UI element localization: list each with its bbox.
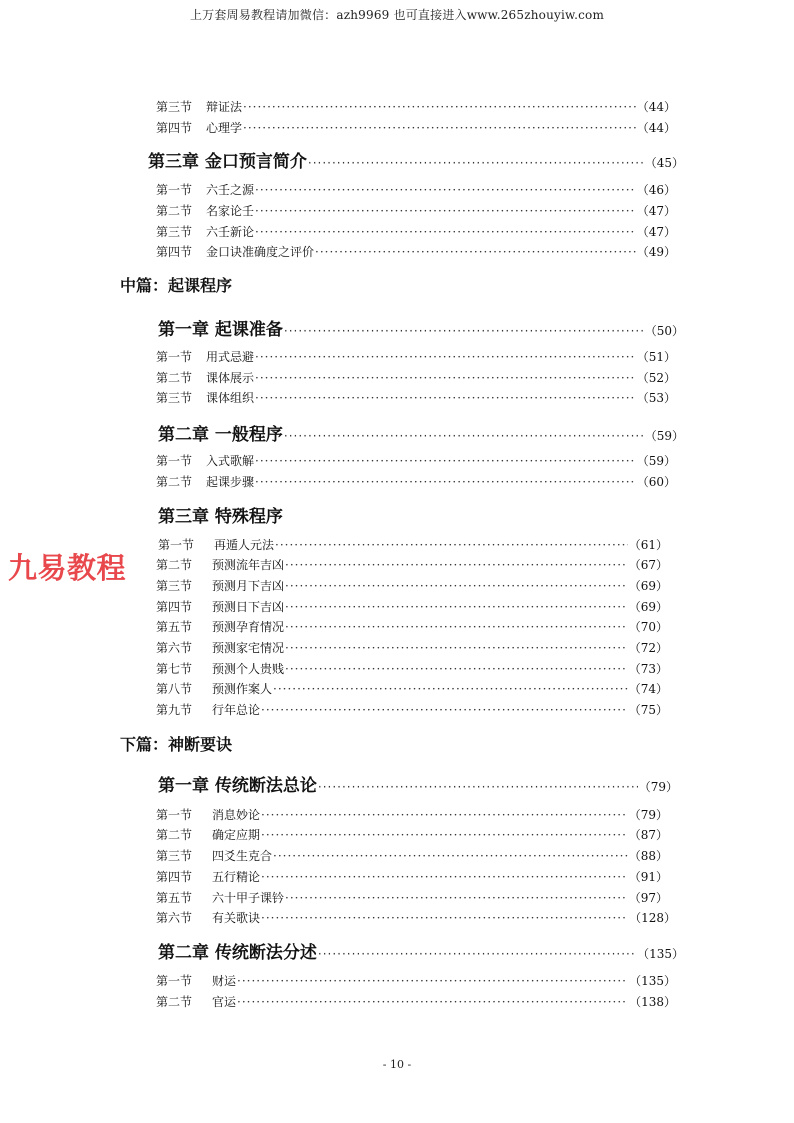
toc-entry[interactable] xyxy=(156,618,668,636)
section-number: 第二节 xyxy=(156,995,193,1009)
dot-leader xyxy=(237,995,628,1009)
section-title: 预测作案人 xyxy=(212,682,273,696)
chapter-title: 第一章 起课准备 xyxy=(158,320,283,339)
dot-leader xyxy=(285,641,628,655)
toc-entry[interactable] xyxy=(156,452,676,470)
section-number: 第一节 xyxy=(156,808,193,822)
watermark-logo: 九易教程 xyxy=(8,551,127,585)
dot-leader xyxy=(255,225,636,239)
toc-entry[interactable] xyxy=(156,577,668,595)
dot-leader xyxy=(318,947,636,961)
section-title: 名家论壬 xyxy=(206,204,255,218)
chapter-title: 第二章 传统断法分述 xyxy=(158,943,317,962)
section-title: 课体展示 xyxy=(206,371,255,385)
toc-entry[interactable] xyxy=(156,909,676,927)
dot-leader xyxy=(261,911,628,925)
page-ref: （46） xyxy=(636,183,676,197)
page-ref: （87） xyxy=(628,828,668,842)
toc-entry[interactable] xyxy=(156,119,676,137)
section-number: 第一节 xyxy=(158,538,195,552)
section-title: 六壬之源 xyxy=(206,183,255,197)
toc-entry[interactable] xyxy=(156,993,676,1011)
toc-chapter[interactable] xyxy=(158,420,684,444)
toc-entry[interactable] xyxy=(156,847,668,865)
section-title: 确定应期 xyxy=(212,828,261,842)
page-ref: （60） xyxy=(636,475,676,489)
section-number: 第五节 xyxy=(156,891,193,905)
dot-leader xyxy=(315,245,636,259)
part-heading-middle[interactable]: 中篇：起课程序 xyxy=(120,276,233,295)
section-number: 第三节 xyxy=(156,849,193,863)
toc-entry[interactable] xyxy=(156,680,668,698)
page-ref: （88） xyxy=(628,849,668,863)
section-title: 预测家宅情况 xyxy=(212,641,285,655)
page-ref: （79） xyxy=(638,780,678,794)
section-title: 心理学 xyxy=(206,121,243,135)
page-ref: （72） xyxy=(628,641,668,655)
page-ref: （73） xyxy=(628,662,668,676)
section-number: 第二节 xyxy=(156,371,193,385)
toc-entry[interactable] xyxy=(156,660,668,678)
section-title: 财运 xyxy=(212,974,237,988)
section-number: 第五节 xyxy=(156,620,193,634)
toc-chapter[interactable] xyxy=(158,938,684,962)
section-number: 第一节 xyxy=(156,183,193,197)
dot-leader xyxy=(284,429,644,443)
dot-leader xyxy=(273,682,628,696)
section-number: 第二节 xyxy=(156,204,193,218)
dot-leader xyxy=(308,156,644,170)
toc-entry[interactable] xyxy=(156,223,676,241)
section-number: 第一节 xyxy=(156,974,193,988)
dot-leader xyxy=(261,808,628,822)
dot-leader xyxy=(318,780,638,794)
dot-leader xyxy=(243,100,636,114)
dot-leader xyxy=(285,620,628,634)
section-title: 行年总论 xyxy=(212,703,261,717)
section-number: 第八节 xyxy=(156,682,193,696)
section-number: 第四节 xyxy=(156,870,193,884)
toc-entry[interactable] xyxy=(156,243,676,261)
page-ref: （97） xyxy=(628,891,668,905)
section-number: 第一节 xyxy=(156,454,193,468)
toc-entry[interactable] xyxy=(158,536,668,554)
section-title: 四爻生克合 xyxy=(212,849,273,863)
dot-leader xyxy=(273,849,628,863)
page-ref: （49） xyxy=(636,245,676,259)
section-number: 第一节 xyxy=(156,350,193,364)
section-number: 第四节 xyxy=(156,121,193,135)
section-title: 入式歌解 xyxy=(206,454,255,468)
toc-entry[interactable] xyxy=(156,369,676,387)
dot-leader xyxy=(261,870,628,884)
section-title: 预测月下吉凶 xyxy=(212,579,285,593)
dot-leader xyxy=(255,454,636,468)
dot-leader xyxy=(255,350,636,364)
toc-entry[interactable] xyxy=(156,972,676,990)
section-title: 官运 xyxy=(212,995,237,1009)
part-heading-lower[interactable]: 下篇：神断要诀 xyxy=(120,735,233,754)
page-ref: （79） xyxy=(628,808,668,822)
section-number: 第九节 xyxy=(156,703,193,717)
toc-entry[interactable] xyxy=(156,556,668,574)
toc-entry[interactable] xyxy=(156,826,668,844)
page-ref: （52） xyxy=(636,371,676,385)
toc-entry[interactable] xyxy=(156,473,676,491)
chapter-title: 第一章 传统断法总论 xyxy=(158,776,317,795)
toc-chapter[interactable] xyxy=(158,315,684,339)
toc-entry[interactable] xyxy=(156,868,668,886)
section-title: 再遁人元法 xyxy=(214,538,275,552)
section-title: 用式忌避 xyxy=(206,350,255,364)
section-title: 预测孕育情况 xyxy=(212,620,285,634)
section-number: 第二节 xyxy=(156,828,193,842)
section-title: 预测个人贵贱 xyxy=(212,662,285,676)
dot-leader xyxy=(255,204,636,218)
chapter-title: 第二章 一般程序 xyxy=(158,425,283,444)
toc-chapter[interactable] xyxy=(148,147,684,171)
page-ref: （44） xyxy=(636,100,676,114)
page-ref: （135） xyxy=(637,947,684,961)
toc-entry[interactable] xyxy=(156,348,676,366)
page-ref: （128） xyxy=(629,911,676,925)
page-ref: （47） xyxy=(636,225,676,239)
section-number: 第二节 xyxy=(156,475,193,489)
section-number: 第四节 xyxy=(156,600,193,614)
toc-entry[interactable] xyxy=(156,701,668,719)
section-title: 预测流年吉凶 xyxy=(212,558,285,572)
toc-entry[interactable] xyxy=(156,889,668,907)
section-number: 第三节 xyxy=(156,225,193,239)
dot-leader xyxy=(243,121,636,135)
toc-chapter[interactable] xyxy=(158,771,678,795)
page-header: 上万套周易教程请加微信：azh9969 也可直接进入www.265zhouyiw.com xyxy=(189,8,605,22)
dot-leader xyxy=(237,974,628,988)
section-title: 课体组织 xyxy=(206,391,255,405)
section-title: 预测日下吉凶 xyxy=(212,600,285,614)
section-number: 第二节 xyxy=(156,558,193,572)
toc-entry[interactable] xyxy=(156,389,676,407)
page-ref: （70） xyxy=(628,620,668,634)
page-ref: （75） xyxy=(628,703,668,717)
toc-entry[interactable] xyxy=(156,639,668,657)
section-title: 六十甲子课钤 xyxy=(212,891,285,905)
section-number: 第六节 xyxy=(156,641,193,655)
section-title: 有关歌诀 xyxy=(212,911,261,925)
page-ref: （61） xyxy=(628,538,668,552)
section-title: 六壬新论 xyxy=(206,225,255,239)
dot-leader xyxy=(261,703,628,717)
page-ref: （135） xyxy=(629,974,676,988)
section-title: 起课步骤 xyxy=(206,475,255,489)
page-number: - 10 - xyxy=(382,1058,412,1071)
dot-leader xyxy=(255,371,636,385)
dot-leader xyxy=(255,475,636,489)
section-number: 第四节 xyxy=(156,245,193,259)
dot-leader xyxy=(255,183,636,197)
toc-entry[interactable] xyxy=(156,598,668,616)
section-title: 辩证法 xyxy=(206,100,243,114)
dot-leader xyxy=(255,391,636,405)
dot-leader xyxy=(261,828,628,842)
page-ref: （51） xyxy=(636,350,676,364)
page-ref: （138） xyxy=(629,995,676,1009)
section-title: 五行精论 xyxy=(212,870,261,884)
toc-entry[interactable] xyxy=(156,806,668,824)
page-ref: （45） xyxy=(644,156,684,170)
page-ref: （59） xyxy=(636,454,676,468)
page-ref: （59） xyxy=(644,429,684,443)
toc-entry[interactable] xyxy=(156,181,676,199)
dot-leader xyxy=(285,558,628,572)
section-title: 金口诀准确度之评价 xyxy=(206,245,315,259)
section-number: 第七节 xyxy=(156,662,193,676)
section-number: 第三节 xyxy=(156,100,193,114)
chapter-heading-special[interactable]: 第三章 特殊程序 xyxy=(158,507,283,527)
page-ref: （69） xyxy=(628,579,668,593)
page-ref: （53） xyxy=(636,391,676,405)
section-title: 消息妙论 xyxy=(212,808,261,822)
page-ref: （44） xyxy=(636,121,676,135)
dot-leader xyxy=(285,662,628,676)
page-ref: （50） xyxy=(644,324,684,338)
page-ref: （74） xyxy=(628,682,668,696)
section-number: 第三节 xyxy=(156,391,193,405)
section-number: 第三节 xyxy=(156,579,193,593)
toc-entry[interactable] xyxy=(156,98,676,116)
dot-leader xyxy=(285,579,628,593)
dot-leader xyxy=(285,891,628,905)
toc-entry[interactable] xyxy=(156,202,676,220)
chapter-title: 第三章 金口预言简介 xyxy=(148,152,307,171)
page-ref: （69） xyxy=(628,600,668,614)
dot-leader xyxy=(285,600,628,614)
page-ref: （67） xyxy=(628,558,668,572)
dot-leader xyxy=(284,324,644,338)
section-number: 第六节 xyxy=(156,911,193,925)
page-ref: （47） xyxy=(636,204,676,218)
page-ref: （91） xyxy=(628,870,668,884)
dot-leader xyxy=(275,538,628,552)
